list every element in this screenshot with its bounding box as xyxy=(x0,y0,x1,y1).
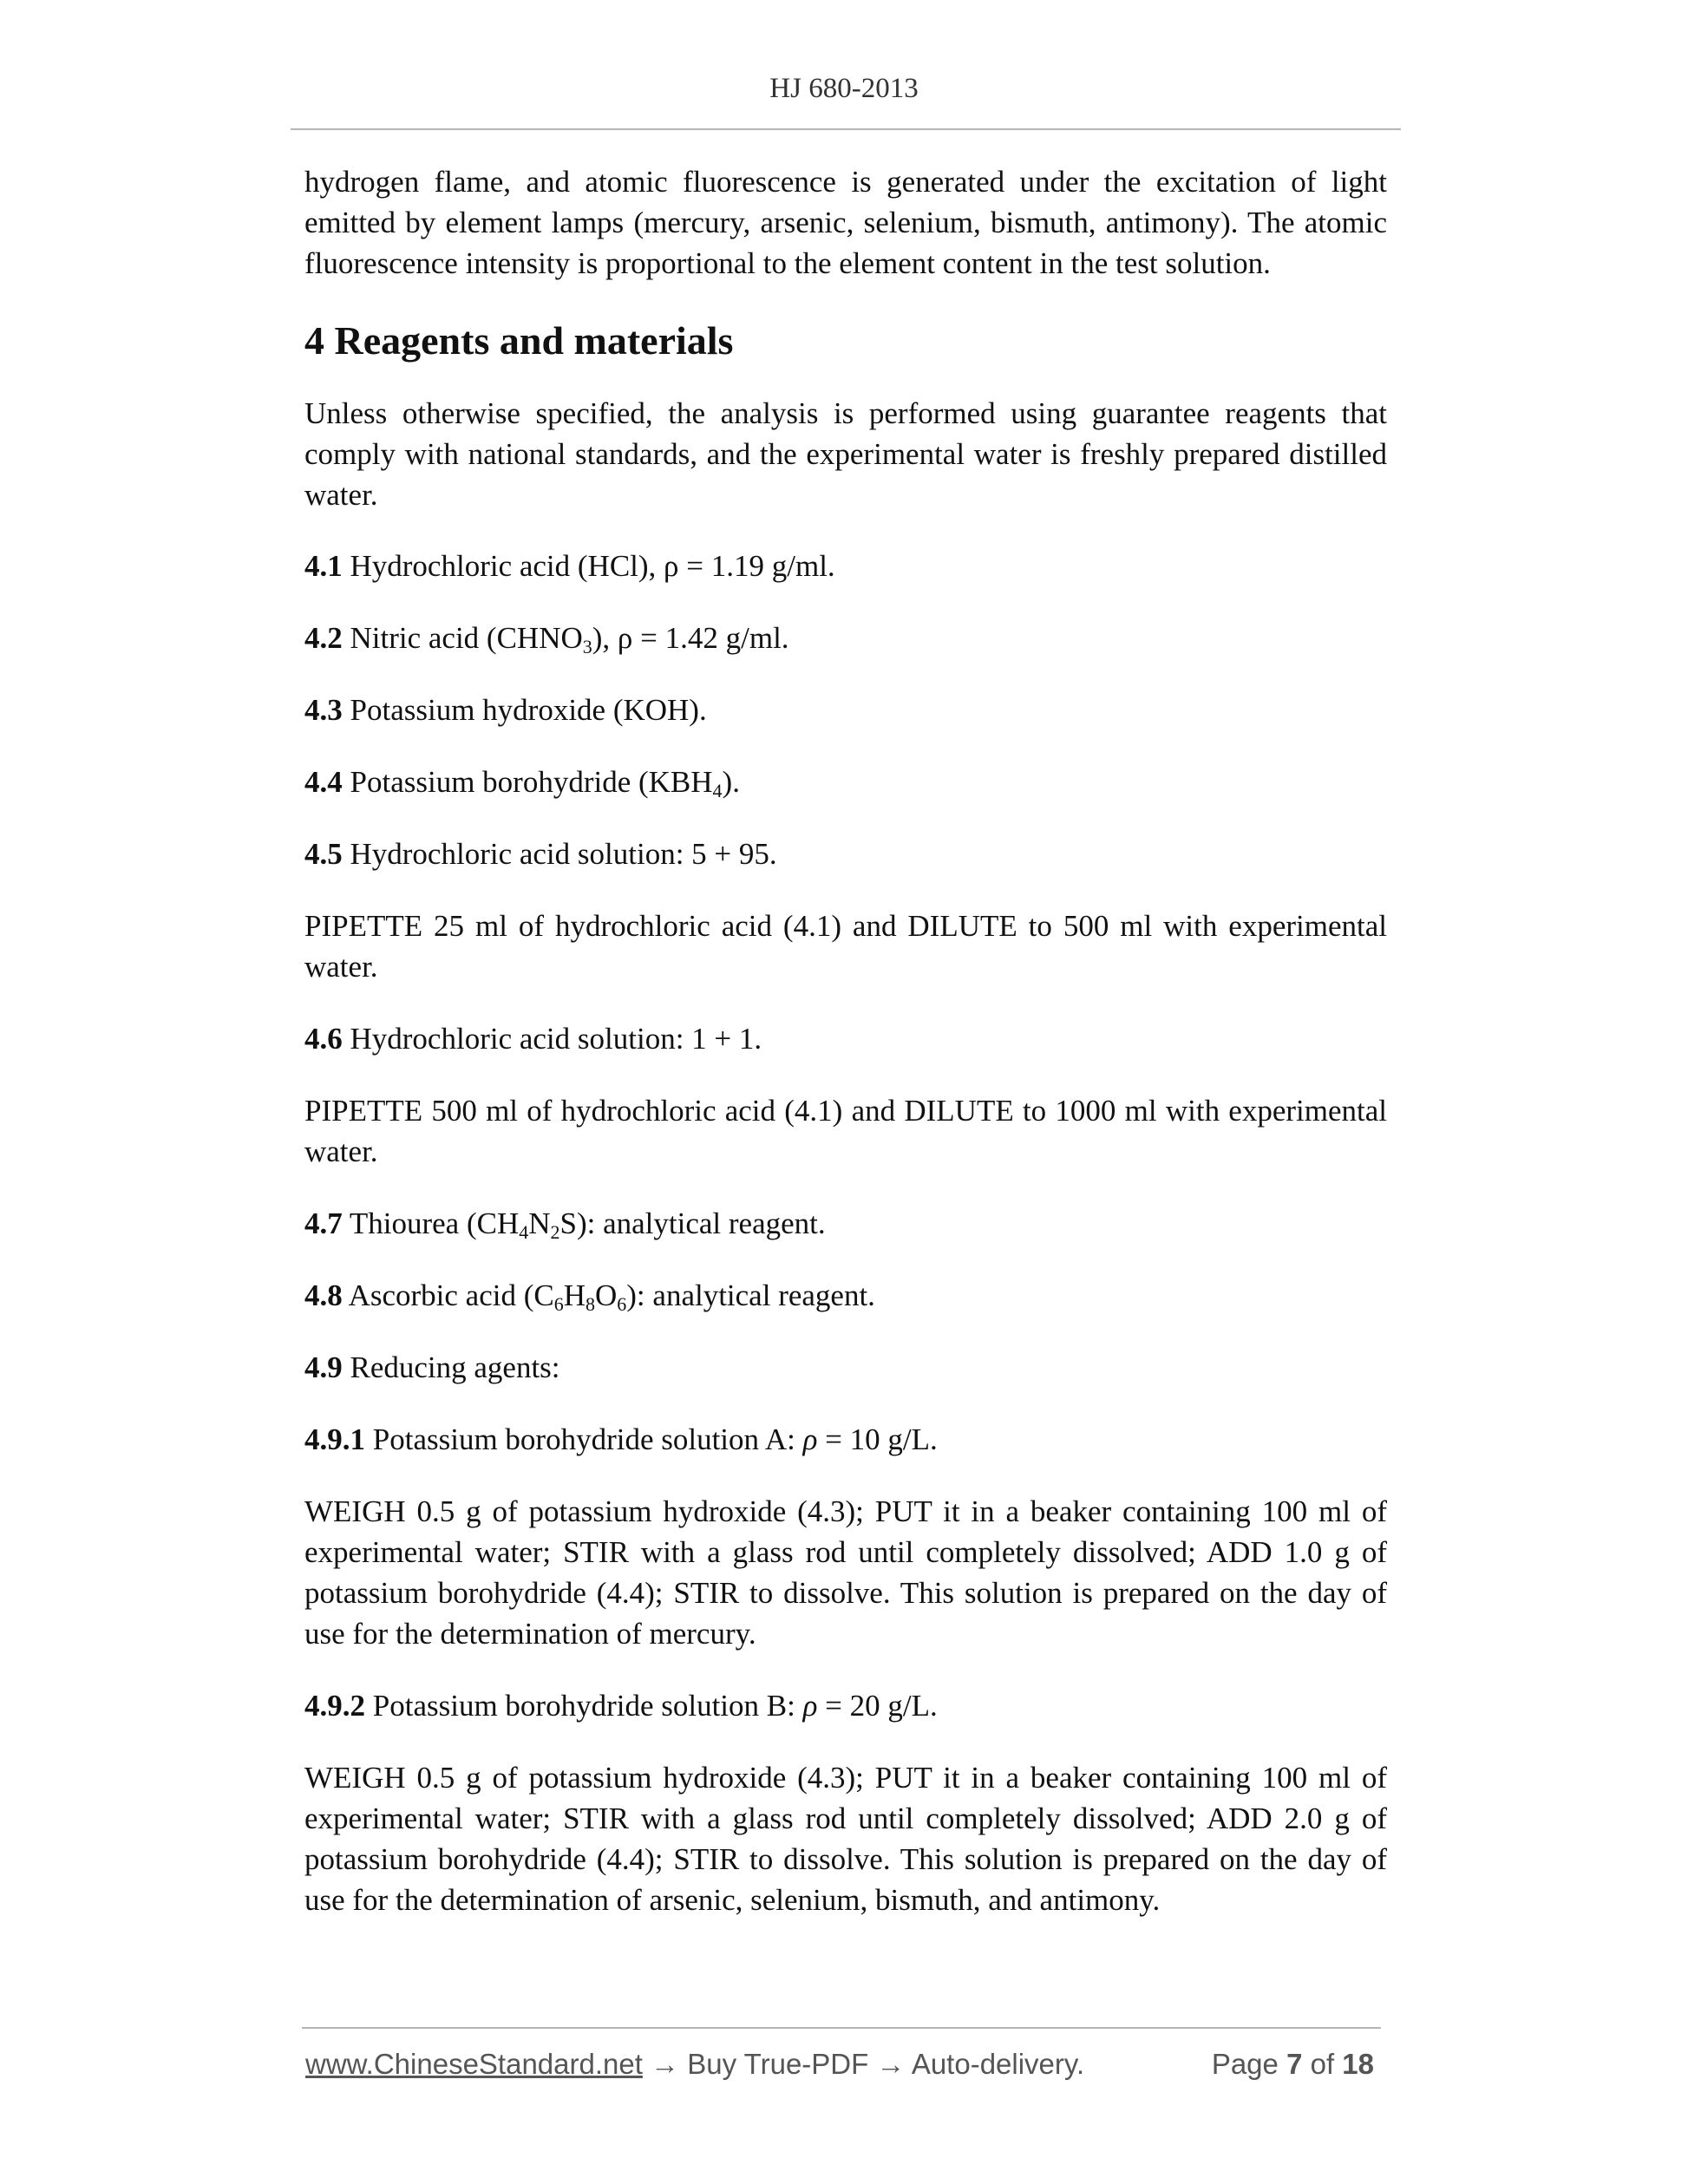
item-text: Hydrochloric acid solution: 1 + 1. xyxy=(350,1022,762,1056)
item-text: ), ρ = 1.42 g/ml. xyxy=(592,621,789,655)
item-4-9-2 xyxy=(304,1685,1387,1726)
subscript: 6 xyxy=(617,1293,627,1315)
section-title: 4 Reagents and materials xyxy=(304,318,734,363)
item-4-9-1 xyxy=(304,1419,1387,1460)
item-text: Potassium borohydride solution B: xyxy=(372,1689,803,1723)
item-number: 4.1 xyxy=(304,549,343,583)
item-4-9 xyxy=(304,1347,1387,1388)
subscript: 3 xyxy=(582,636,592,657)
item-text: N xyxy=(528,1206,551,1240)
item-4-2 xyxy=(304,618,1387,658)
intro-paragraph: hydrogen flame, and atomic fluorescence is generated under the excitation of light emitted by element lamps (mercury, arsenic, selenium, bismuth, antimony). The atomic fluorescence intensity is proportional to the element content in the test solution. xyxy=(304,165,1387,280)
item-text: Nitric acid (CHNO xyxy=(350,621,583,655)
header-divider xyxy=(291,128,1401,130)
item-4-5 xyxy=(304,834,1387,874)
item-text: Hydrochloric acid (HCl), ρ = 1.19 g/ml. xyxy=(350,549,835,583)
rho-symbol: ρ xyxy=(802,1689,818,1723)
item-number: 4.9 xyxy=(304,1350,343,1384)
item-text: ): analytical reagent. xyxy=(626,1278,875,1312)
subscript: 4 xyxy=(712,780,723,801)
subscript: 4 xyxy=(519,1221,529,1243)
item-number: 4.2 xyxy=(304,621,343,655)
item-text: Potassium hydroxide (KOH). xyxy=(350,693,707,727)
item-number: 4.5 xyxy=(304,837,343,871)
item-text: Reducing agents: xyxy=(350,1350,560,1384)
item-4-5-procedure: PIPETTE 25 ml of hydrochloric acid (4.1) and DILUTE to 500 ml with experimental water. xyxy=(304,909,1387,984)
item-4-9-2-procedure: WEIGH 0.5 g of potassium hydroxide (4.3); PUT it in a beaker containing 100 ml of experimental water; STIR with a glass rod until completely dissolved; ADD 2.0 g of potassium borohydride (4.4); STIR to dissolve. This solution is prepared on the day of use for the determination of arsenic, selenium, bismuth, and antimony. xyxy=(304,1761,1387,1917)
item-4-3 xyxy=(304,690,1387,730)
current-page-number: 7 xyxy=(1286,2048,1303,2080)
item-number: 4.7 xyxy=(304,1206,343,1240)
rho-symbol: ρ xyxy=(802,1422,818,1456)
document-id-header: HJ 680-2013 xyxy=(769,73,919,104)
item-text: Ascorbic acid (C xyxy=(348,1278,554,1312)
subscript: 2 xyxy=(550,1221,560,1243)
item-text: H xyxy=(563,1278,586,1312)
item-text: = 10 g/L. xyxy=(817,1422,938,1456)
item-number: 4.9.2 xyxy=(304,1689,365,1723)
item-4-9-1-procedure: WEIGH 0.5 g of potassium hydroxide (4.3); PUT it in a beaker containing 100 ml of experimental water; STIR with a glass rod until completely dissolved; ADD 1.0 g of potassium borohydride (4.4); STIR to dissolve. This solution is prepared on the day of use for the determination of mercury. xyxy=(304,1494,1387,1651)
of-label: of xyxy=(1302,2048,1343,2080)
item-text: S): analytical reagent. xyxy=(559,1206,826,1240)
subscript: 6 xyxy=(553,1293,564,1315)
page-label: Page xyxy=(1211,2048,1287,2080)
item-number: 4.6 xyxy=(304,1022,343,1056)
item-number: 4.4 xyxy=(304,765,343,799)
item-text: Thiourea (CH xyxy=(349,1206,520,1240)
page-footer xyxy=(305,2045,1381,2083)
item-text: Hydrochloric acid solution: 5 + 95. xyxy=(350,837,777,871)
item-number: 4.8 xyxy=(304,1278,343,1312)
item-text: = 20 g/L. xyxy=(817,1689,938,1723)
chinesestandard-link[interactable]: www.ChineseStandard.net xyxy=(305,2048,643,2080)
item-4-8 xyxy=(304,1275,1387,1316)
item-4-1 xyxy=(304,546,1387,586)
item-number: 4.9.1 xyxy=(304,1422,365,1456)
item-text: Potassium borohydride (KBH xyxy=(350,765,713,799)
page-content xyxy=(304,161,1387,1920)
item-4-6 xyxy=(304,1018,1387,1059)
item-text: Potassium borohydride solution A: xyxy=(372,1422,803,1456)
footer-tagline: → Buy True-PDF → Auto-delivery. xyxy=(642,2048,1085,2080)
page-indicator xyxy=(1212,2045,1374,2083)
item-number: 4.3 xyxy=(304,693,343,727)
total-pages-number: 18 xyxy=(1342,2048,1374,2080)
footer-divider xyxy=(302,2027,1381,2029)
item-4-6-procedure: PIPETTE 500 ml of hydrochloric acid (4.1) and DILUTE to 1000 ml with experimental water. xyxy=(304,1094,1387,1168)
item-text: O xyxy=(595,1278,618,1312)
item-4-7 xyxy=(304,1203,1387,1244)
section-intro: Unless otherwise specified, the analysis is performed using guarantee reagents that comply with national standards, and the experimental water is freshly prepared distilled water. xyxy=(304,396,1387,512)
item-text: ). xyxy=(722,765,740,799)
subscript: 8 xyxy=(586,1293,595,1315)
item-4-4 xyxy=(304,762,1387,802)
